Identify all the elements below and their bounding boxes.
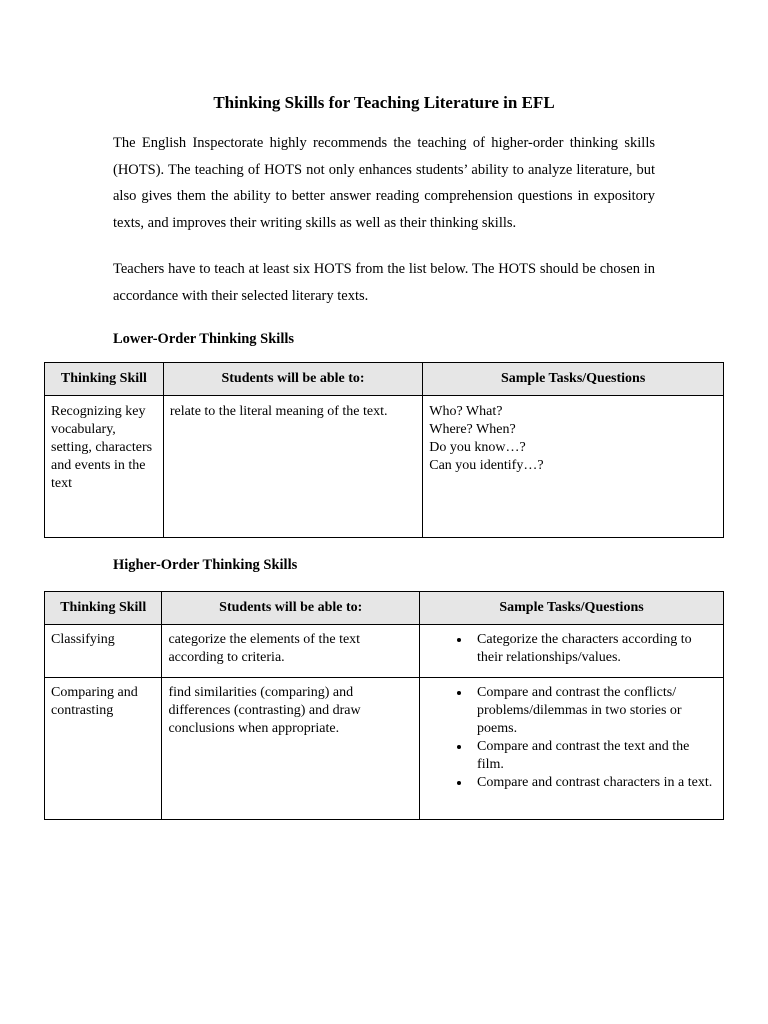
higher-order-table bbox=[44, 591, 724, 820]
table-header-row bbox=[45, 592, 724, 625]
task-item: • Compare and contrast the conflicts/ problems/dilemmas in two stories or poems. bbox=[471, 684, 717, 738]
header-students-able: Students will be able to: bbox=[162, 592, 420, 625]
header-thinking-skill: Thinking Skill bbox=[45, 363, 164, 396]
header-thinking-skill: Thinking Skill bbox=[45, 592, 162, 625]
header-sample-tasks: Sample Tasks/Questions bbox=[420, 592, 724, 625]
skill-cell: Classifying bbox=[45, 625, 162, 678]
table-row bbox=[45, 396, 724, 538]
table-row bbox=[45, 678, 724, 820]
skill-cell: Comparing and contrasting bbox=[45, 678, 162, 820]
task-list bbox=[426, 684, 717, 792]
able-cell: relate to the literal meaning of the text. bbox=[163, 396, 422, 538]
task-item: • Compare and contrast the text and the film. bbox=[471, 738, 717, 774]
tasks-cell bbox=[423, 396, 724, 538]
lower-order-table bbox=[44, 362, 724, 538]
table-header-row bbox=[45, 363, 724, 396]
header-sample-tasks: Sample Tasks/Questions bbox=[423, 363, 724, 396]
question-line: Can you identify…? bbox=[429, 458, 544, 473]
task-item: • Categorize the characters according to their relationships/values. bbox=[471, 631, 717, 667]
task-list bbox=[426, 631, 717, 667]
tasks-cell bbox=[420, 678, 724, 820]
task-item: • Compare and contrast characters in a text. bbox=[471, 774, 717, 792]
requirement-paragraph: Teachers have to teach at least six HOTS from the list below. The HOTS should be chosen in accordance with their selected literary texts. bbox=[113, 261, 655, 304]
table-row bbox=[45, 625, 724, 678]
higher-order-heading: Higher-Order Thinking Skills bbox=[113, 557, 298, 573]
question-line: Who? What? bbox=[429, 404, 503, 419]
lower-order-heading: Lower-Order Thinking Skills bbox=[113, 331, 295, 347]
able-cell: find similarities (comparing) and differences (contrasting) and draw conclusions when appropriate. bbox=[162, 678, 420, 820]
intro-paragraph: The English Inspectorate highly recommends the teaching of higher-order thinking skills (HOTS). The teaching of HOTS not only enhances students’ ability to analyze literature, but also gives them the ability to better answer reading comprehension questions in expository texts, and improves their writing skills as well as their thinking skills. bbox=[113, 135, 655, 232]
document-title: Thinking Skills for Teaching Literature in EFL bbox=[213, 93, 555, 112]
tasks-cell bbox=[420, 625, 724, 678]
header-students-able: Students will be able to: bbox=[163, 363, 422, 396]
question-line: Where? When? bbox=[429, 422, 516, 437]
question-line: Do you know…? bbox=[429, 440, 526, 455]
able-cell: categorize the elements of the text according to criteria. bbox=[162, 625, 420, 678]
skill-cell: Recognizing key vocabulary, setting, characters and events in the text bbox=[45, 396, 164, 538]
